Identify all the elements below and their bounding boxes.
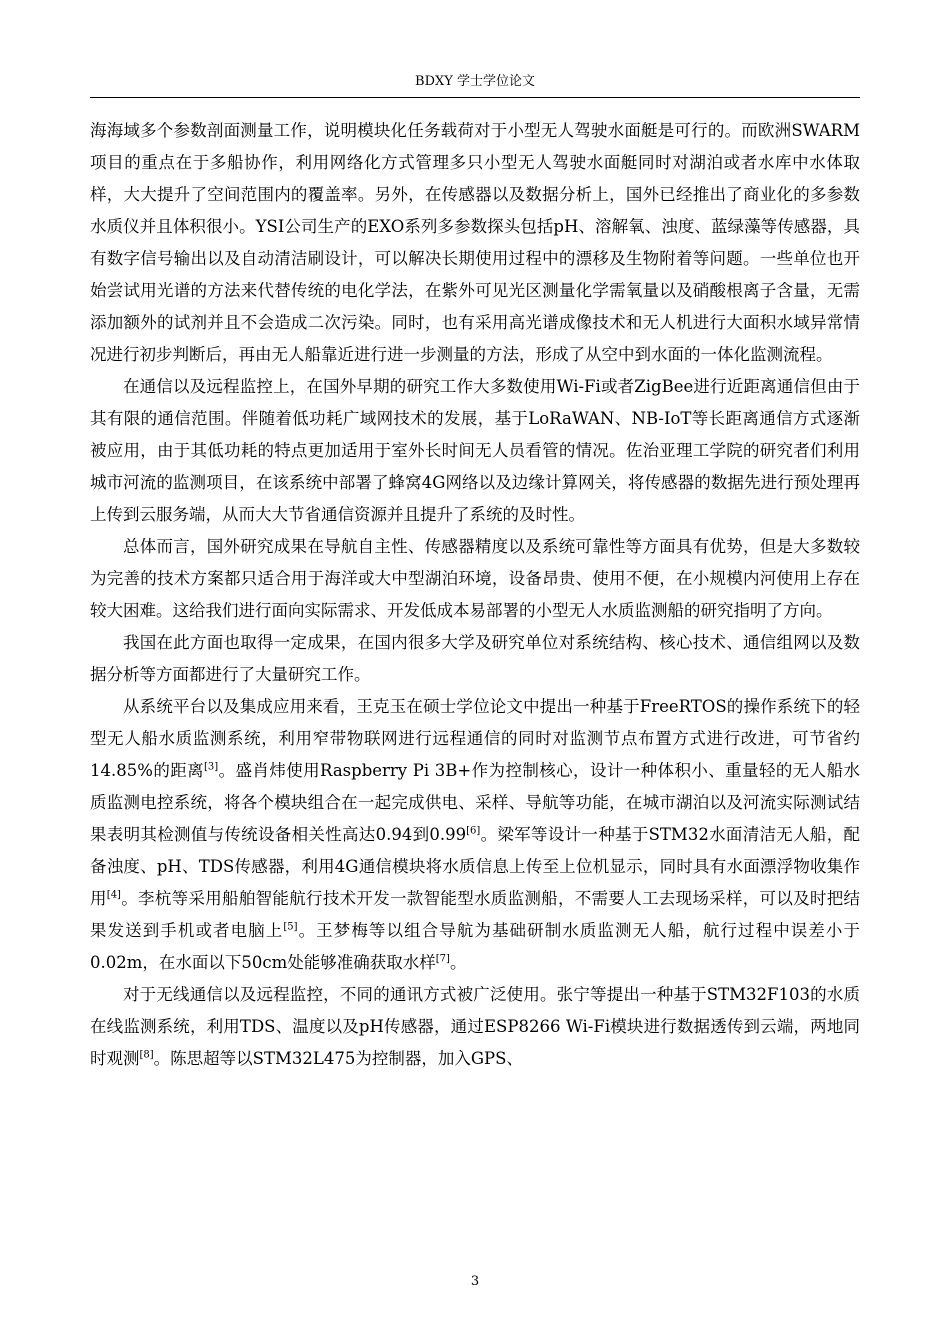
citation-ref: [5] xyxy=(283,921,298,933)
paragraph-text: 海海域多个参数剖面测量工作，说明模块化任务载荷对于小型无人驾驶水面艇是可行的。而欧洲SWARM项目的重点在于多船协作，利用网络化方式管理多只小型无人驾驶水面艇同时对湖泊或者水库中水体取样，大大提升了空间范围内的覆盖率。另外，在传感器以及数据分析上，国外已经推出了商业化的多参数水质仪并且体积很小。YSI公司生产的EXO系列多参数探头包括pH、溶解氧、浊度、蓝绿藻等传感器，具有数字信号输出以及自动清洁刷设计，可以解决长期使用过程中的漂移及生物附着等问题。一些单位也开始尝试用光谱的方法来代替传统的电化学法，在紫外可见光区测量化学需氧量以及硝酸根离子含量，无需添加额外的试剂并且不会造成二次污染。同时，也有采用高光谱成像技术和无人机进行大面积水域异常情况进行初步判断后，再由无人船靠近进行进一步测量的方法，形成了从空中到水面的一体化监测流程。 xyxy=(90,121,860,364)
paragraph-text: 。盛肖炜使用Raspberry Pi 3B+作为控制核心，设计一种体积小、重量轻的无人船水质监测电控系统，将各个模块组合在一起完成供电、采样、导航等功能，在城市湖泊以及河流实际测试结果表明其检测值与传统设备相关性高达0.94到0.99 xyxy=(90,761,860,844)
page-header: BDXY 学士学位论文 xyxy=(415,74,535,89)
paragraph-text: 在通信以及远程监控上，在国外早期的研究工作大多数使用Wi-Fi或者ZigBee进行近距离通信但由于其有限的通信范围。伴随着低功耗广域网技术的发展，基于LoRaWAN、NB-IoT等长距离通信方式逐渐被应用，由于其低功耗的特点更加适用于室外长时间无人员看管的情况。佐治亚理工学院的研究者们利用城市河流的监测项目，在该系统中部署了蜂窝4G网络以及边缘计算网关，将传感器的数据先进行预处理再上传到云服务端，从而大大节省通信资源并且提升了系统的及时性。 xyxy=(90,377,860,524)
header-rule xyxy=(90,97,860,98)
paragraph-text: 我国在此方面也取得一定成果，在国内很多大学及研究单位对系统结构、核心技术、通信组网以及数据分析等方面都进行了大量研究工作。 xyxy=(90,633,860,684)
paragraph xyxy=(90,115,860,371)
citation-ref: [8] xyxy=(139,1049,154,1061)
paragraph-text: 从系统平台以及集成应用来看，王克玉在硕士学位论文中提出一种基于FreeRTOS的操作系统下的轻型无人船水质监测系统，利用窄带物联网进行远程通信的同时对监测节点布置方式进行改进，可节省约14.85%的距离 xyxy=(90,697,860,780)
paragraph-text: 。王梦梅等以组合导航为基础研制水质监测无人船，航行过程中误差小于0.02m，在水面以下50cm处能够准确获取水样 xyxy=(90,921,861,972)
paragraph-text: 总体而言，国外研究成果在导航自主性、传感器精度以及系统可靠性等方面具有优势，但是大多数较为完善的技术方案都只适合用于海洋或大中型湖泊环境，设备昂贵、使用不便，在小规模内河使用上存在较大困难。这给我们进行面向实际需求、开发低成本易部署的小型无人水质监测船的研究指明了方向。 xyxy=(90,537,860,620)
paragraph xyxy=(90,627,860,691)
paragraph xyxy=(90,979,860,1075)
paragraph xyxy=(90,691,860,979)
citation-ref: [6] xyxy=(466,825,481,837)
body-text xyxy=(90,115,860,1075)
paragraph xyxy=(90,531,860,627)
paragraph-text: 。 xyxy=(449,953,467,972)
citation-ref: [7] xyxy=(435,953,450,965)
paragraph-text: 。李杭等采用船舶智能航行技术开发一款智能型水质监测船，不需要人工去现场采样，可以及时把结果发送到手机或者电脑上 xyxy=(90,889,861,940)
paragraph-text: 。梁军等设计一种基于STM32水面清洁无人船，配备浊度、pH、TDS传感器，利用4G通信模块将水质信息上传至上位机显示，同时具有水面漂浮物收集作用 xyxy=(90,825,860,908)
citation-ref: [3] xyxy=(204,761,219,773)
paragraph-text: 。陈思超等以STM32L475为控制器，加入GPS、 xyxy=(153,1049,523,1068)
citation-ref: [4] xyxy=(106,889,121,901)
paragraph-text: 对于无线通信以及远程监控，不同的通讯方式被广泛使用。张宁等提出一种基于STM32F103的水质在线监测系统，利用TDS、温度以及pH传感器，通过ESP8266 Wi-Fi模块进行数据透传到云端，两地同时观测 xyxy=(90,985,860,1068)
page-number: 3 xyxy=(470,1274,480,1289)
paragraph xyxy=(90,371,860,531)
